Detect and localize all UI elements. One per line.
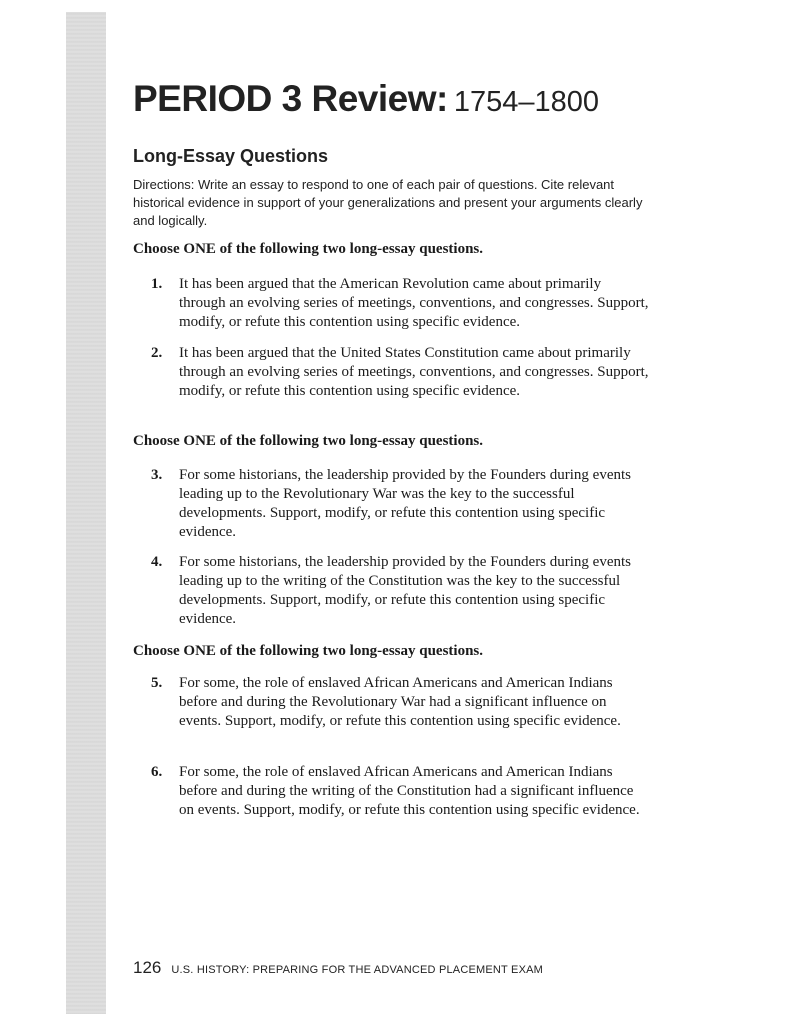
question-text: It has been argued that the American Revolution came about primarily through an evolving series of meetings, conventions, and congresses. Support, modify, or refute this contention using specific evidence. [179,276,649,330]
question-item [151,344,651,401]
section-heading: Long-Essay Questions [133,146,329,166]
directions-text: Directions: Write an essay to respond to one of each pair of questions. Cite relevant historical evidence in support of your generalizations and present your arguments clearly and logically. [133,177,643,228]
question-item [151,763,651,820]
question-text: It has been argued that the United States Constitution came about primarily through an evolving series of meetings, conventions, and congresses. Support, modify, or refute this contention using specific evidence. [179,345,649,399]
question-number: 6. [151,764,163,780]
title-years: 1754–1800 [453,86,599,118]
question-text: For some, the role of enslaved African Americans and American Indians before and during the Revolutionary War had a significant influence on events. Support, modify, or refute this contention using specific evidence. [179,675,621,729]
book-title: U.S. HISTORY: PREPARING FOR THE ADVANCED PLACEMENT EXAM [171,964,544,976]
question-item [151,553,651,629]
group-instruction: Choose ONE of the following two long-essay questions. [133,643,484,659]
scan-gutter [66,12,106,1014]
page-number: 126 [133,958,162,977]
question-item [151,275,651,332]
question-number: 2. [151,345,163,361]
question-text: For some historians, the leadership provided by the Founders during events leading up to the Revolutionary War was the key to the successful developments. Support, modify, or refute this contention using specific evidence. [179,467,632,540]
question-item [151,466,651,542]
question-item [151,674,651,731]
question-text: For some, the role of enslaved African Americans and American Indians before and during the writing of the Constitution had a significant influence on events. Support, modify, or refute this contention using specific evidence. [179,764,640,818]
question-text: For some historians, the leadership provided by the Founders during events leading up to the writing of the Constitution was the key to the successful developments. Support, modify, or refute this contention using specific evidence. [179,554,632,627]
group-instruction: Choose ONE of the following two long-essay questions. [133,241,484,257]
title-period: PERIOD 3 Review: [133,78,448,119]
page-footer [133,958,543,978]
question-number: 1. [151,276,163,292]
question-number: 4. [151,554,163,570]
group-instruction: Choose ONE of the following two long-essay questions. [133,433,484,449]
question-number: 3. [151,467,163,483]
question-number: 5. [151,675,163,691]
page-title [133,78,599,120]
